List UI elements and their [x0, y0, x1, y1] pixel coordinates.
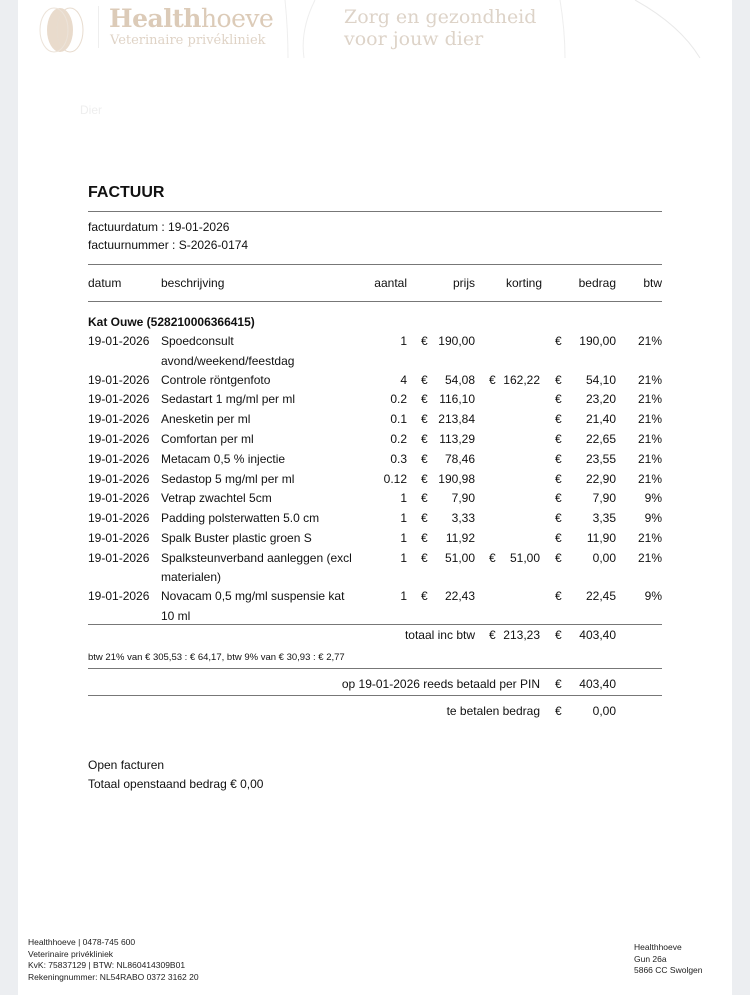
euro-sign: €	[555, 471, 562, 486]
row-price: 78,46	[444, 451, 475, 466]
clinic-logo-icon	[30, 0, 100, 55]
col-prijs: prijs	[452, 276, 475, 290]
row-date: 19-01-2026	[88, 392, 150, 407]
open-invoices-total: Totaal openstaand bedrag € 0,00	[88, 777, 264, 791]
col-datum: datum	[88, 276, 122, 290]
row-description: Vetrap zwachtel 5cm	[161, 491, 272, 506]
euro-sign: €	[555, 530, 562, 545]
divider	[88, 695, 662, 696]
row-quantity: 4	[400, 372, 407, 387]
euro-sign: €	[421, 412, 428, 427]
footer-line: Veterinaire privékliniek	[28, 948, 114, 959]
row-vat: 21%	[637, 412, 662, 427]
row-amount: 22,45	[585, 589, 616, 604]
row-date: 19-01-2026	[88, 511, 150, 526]
row-quantity: 1	[400, 491, 407, 506]
row-vat: 9%	[644, 589, 662, 604]
col-korting: korting	[505, 276, 542, 290]
divider	[88, 668, 662, 669]
row-price: 3,33	[451, 511, 475, 526]
euro-sign: €	[421, 550, 428, 565]
row-amount: 23,20	[585, 392, 616, 407]
due-amount: 0,00	[592, 704, 616, 718]
row-quantity: 1	[400, 511, 407, 526]
row-description: Spalk Buster plastic groen S	[161, 530, 312, 545]
tagline	[344, 6, 536, 50]
row-description: Metacam 0,5 % injectie	[161, 451, 286, 466]
divider	[88, 211, 662, 212]
euro-sign: €	[555, 392, 562, 407]
row-quantity: 0.2	[390, 392, 407, 407]
row-vat: 21%	[637, 334, 662, 348]
col-aantal: aantal	[374, 276, 407, 290]
footer-line: Healthhoeve	[634, 942, 682, 952]
euro-sign: €	[489, 372, 496, 387]
euro-sign: €	[555, 628, 562, 642]
row-date: 19-01-2026	[88, 550, 150, 565]
tagline-line-1: Zorg en gezondheid	[344, 6, 537, 28]
row-date: 19-01-2026	[88, 530, 150, 545]
row-date: 19-01-2026	[88, 372, 150, 387]
footer-line: KvK: 75837129 | BTW: NL860414309B01	[28, 960, 186, 970]
row-price: 54,08	[444, 372, 475, 387]
row-vat: 21%	[637, 530, 662, 545]
col-btw: btw	[643, 276, 662, 290]
due-label: te betalen bedrag	[446, 704, 540, 718]
total-label: totaal inc btw	[404, 628, 475, 642]
row-quantity: 1	[400, 334, 407, 348]
row-price: 51,00	[444, 550, 475, 565]
row-vat: 21%	[637, 372, 662, 387]
paid-amount: 403,40	[579, 677, 616, 691]
patient-name: Kat Ouwe (528210006366415)	[88, 315, 255, 329]
euro-sign: €	[555, 589, 562, 604]
row-amount: 23,55	[585, 451, 616, 466]
row-price: 113,29	[439, 431, 475, 446]
row-description: Sedastart 1 mg/ml per ml	[161, 392, 296, 407]
row-amount: 22,90	[585, 471, 616, 486]
euro-sign: €	[555, 372, 562, 387]
vat-breakdown: btw 21% van € 305,53 : € 64,17, btw 9% van € 30,93 : € 2,77	[88, 652, 345, 663]
divider	[88, 264, 662, 265]
row-quantity: 0.2	[390, 431, 407, 446]
row-price: 11,92	[445, 530, 475, 545]
divider	[88, 624, 662, 625]
logo-divider	[98, 6, 99, 48]
row-vat: 21%	[637, 392, 662, 407]
row-description: Novacam 0,5 mg/ml suspensie kat 10 ml	[161, 589, 345, 623]
row-date: 19-01-2026	[88, 589, 150, 604]
euro-sign: €	[555, 412, 562, 427]
row-quantity: 1	[400, 530, 407, 545]
euro-sign: €	[489, 550, 496, 565]
brand-subtitle: Veterinaire privékliniek	[110, 33, 266, 48]
faded-label: Dier	[80, 103, 103, 117]
row-quantity: 0.1	[390, 412, 407, 427]
euro-sign: €	[555, 704, 562, 718]
footer-line: Rekeningnummer: NL54RABO 0372 3162 20	[28, 971, 199, 982]
invoice-title: FACTUUR	[88, 184, 165, 201]
row-quantity: 0.12	[383, 471, 407, 486]
col-beschrijving: beschrijving	[161, 276, 225, 290]
row-description: Spalksteunverband aanleggen (excl materialen)	[161, 550, 352, 585]
row-amount: 190,00	[579, 334, 616, 348]
euro-sign: €	[555, 451, 562, 466]
tagline-line-2: voor jouw dier	[344, 28, 484, 50]
row-vat: 21%	[637, 451, 662, 466]
euro-sign: €	[421, 334, 428, 348]
row-price: 7,90	[451, 491, 475, 506]
euro-sign: €	[555, 511, 562, 526]
row-price: 190,98	[438, 471, 475, 486]
euro-sign: €	[421, 392, 428, 407]
row-date: 19-01-2026	[88, 334, 150, 348]
row-description: Anesketin per ml	[161, 412, 251, 427]
row-date: 19-01-2026	[88, 431, 150, 446]
euro-sign: €	[421, 511, 428, 526]
euro-sign: €	[555, 431, 562, 446]
row-description: Comfortan per ml	[161, 431, 254, 446]
brand-light: hoeve	[200, 4, 274, 33]
euro-sign: €	[421, 491, 428, 506]
euro-sign: €	[421, 451, 428, 466]
row-vat: 21%	[637, 431, 662, 446]
row-discount: 162,22	[503, 372, 540, 387]
row-description: Sedastop 5 mg/ml per ml	[161, 471, 295, 486]
euro-sign: €	[555, 677, 562, 691]
total-korting: 213,23	[503, 628, 540, 642]
brand-name	[109, 4, 273, 33]
row-price: 190,00	[438, 334, 475, 348]
row-description: Spoedconsult avond/weekend/feestdag	[161, 334, 295, 368]
euro-sign: €	[421, 431, 428, 446]
euro-sign: €	[555, 550, 562, 565]
euro-sign: €	[421, 589, 428, 604]
row-amount: 21,40	[585, 412, 616, 427]
euro-sign: €	[555, 334, 562, 348]
brand-bold: Health	[109, 4, 201, 33]
euro-sign: €	[421, 471, 428, 486]
divider	[88, 301, 662, 302]
open-invoices-title: Open facturen	[88, 758, 165, 772]
footer-address	[634, 942, 703, 977]
row-amount: 0,00	[592, 550, 616, 565]
row-amount: 3,35	[592, 511, 616, 526]
row-discount: 51,00	[509, 550, 540, 565]
paid-label: op 19-01-2026 reeds betaald per PIN	[341, 677, 540, 691]
row-vat: 21%	[637, 550, 662, 565]
row-quantity: 1	[400, 589, 407, 604]
euro-sign: €	[555, 491, 562, 506]
row-date: 19-01-2026	[88, 471, 150, 486]
footer-company	[28, 937, 199, 983]
footer-line: Gun 26a	[634, 953, 667, 964]
row-amount: 22,65	[585, 431, 616, 446]
row-date: 19-01-2026	[88, 451, 150, 466]
row-description: Padding polsterwatten 5.0 cm	[161, 511, 320, 526]
row-vat: 21%	[637, 471, 662, 486]
footer-line: 5866 CC Swolgen	[634, 965, 703, 975]
row-price: 22,43	[444, 589, 475, 604]
row-vat: 9%	[644, 511, 662, 526]
row-amount: 7,90	[592, 491, 616, 506]
row-vat: 9%	[644, 491, 662, 506]
row-amount: 54,10	[585, 372, 616, 387]
col-bedrag: bedrag	[578, 276, 616, 290]
row-date: 19-01-2026	[88, 412, 150, 427]
row-price: 116,10	[439, 392, 475, 407]
euro-sign: €	[489, 628, 496, 642]
row-price: 213,84	[438, 412, 475, 427]
euro-sign: €	[421, 372, 428, 387]
row-description: Controle röntgenfoto	[161, 372, 271, 387]
row-amount: 11,90	[586, 530, 616, 545]
row-quantity: 1	[400, 550, 407, 565]
invoice-date: factuurdatum : 19-01-2026	[88, 220, 230, 234]
euro-sign: €	[421, 530, 428, 545]
total-bedrag: 403,40	[579, 628, 616, 642]
invoice-number: factuurnummer : S-2026-0174	[88, 238, 249, 252]
row-date: 19-01-2026	[88, 491, 150, 506]
footer-line: Healthhoeve | 0478-745 600	[28, 937, 136, 947]
row-quantity: 0.3	[390, 451, 407, 466]
